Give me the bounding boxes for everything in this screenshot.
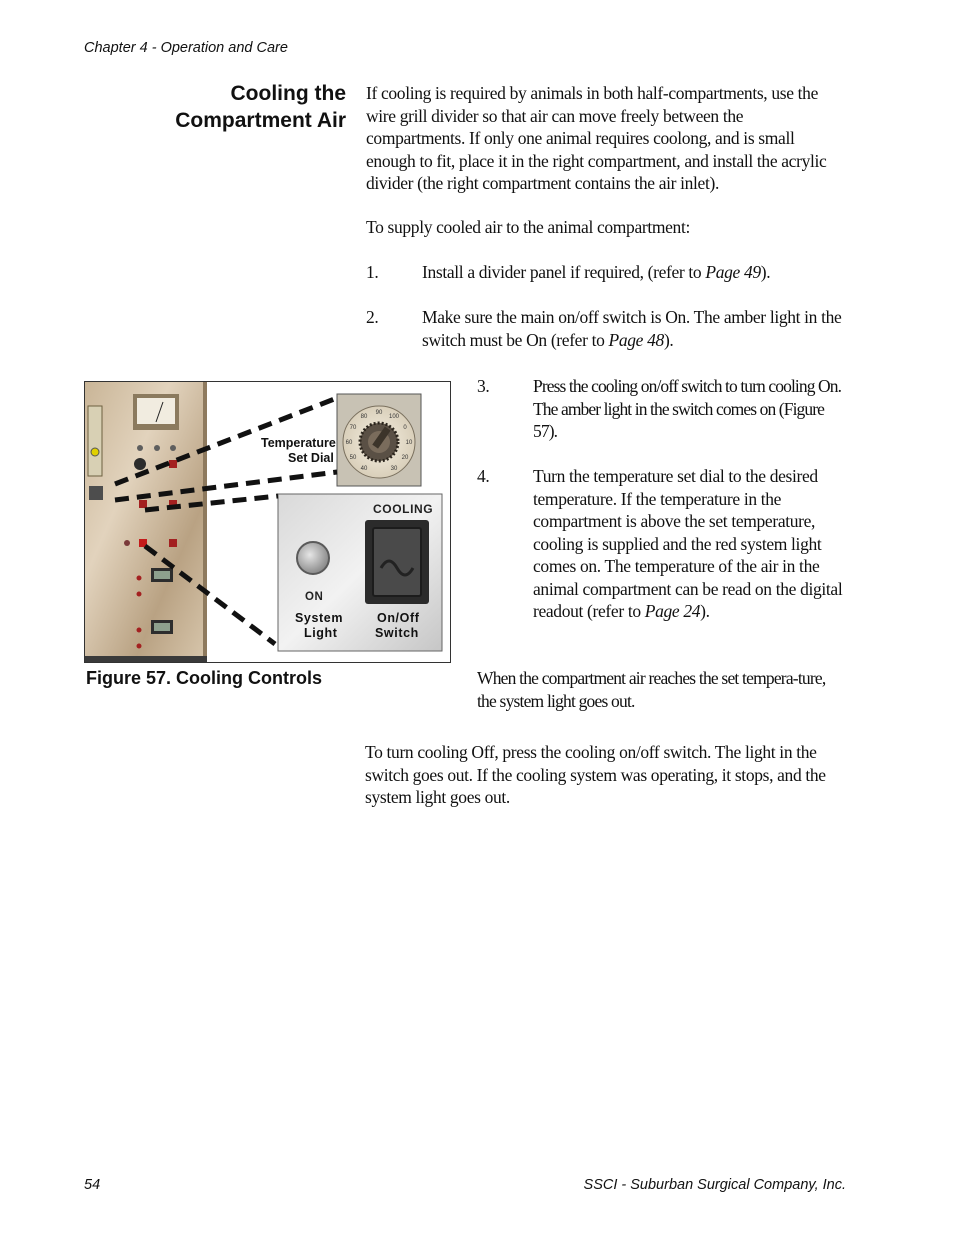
step-text-end: ). [760,262,771,282]
page-reference-link[interactable]: Page 48 [608,329,664,350]
step-number: 2. [366,307,379,327]
step-text [533,465,843,623]
control-panel-photo [85,382,207,662]
dial-number: 10 [405,440,413,446]
dial-number: 0 [403,425,407,431]
switch-label-line2: Switch [375,626,419,640]
step-number: 4. [477,466,490,486]
page-reference-link[interactable]: Page 24 [644,601,701,621]
dial-number: 40 [360,466,368,472]
step-text [422,261,842,284]
cooling-switch-inset [278,494,442,651]
step-text [422,306,842,351]
dial-number: 80 [360,414,368,420]
step-text: Press the cooling on/off switch to turn cooling On. The amber light in the switch comes on (Figure 57). [533,376,842,441]
dial-number: 30 [390,466,398,472]
intro-paragraph: If cooling is required by animals in both half-compartments, use the wire grill divider so that air can move freely between the compartments. If only one animal requires coolong, and is small enough to fit, place it in the right compartment, and install the acrylic divider (the right compartment contains the air inlet). [366,83,827,193]
figure-caption: Figure 57. Cooling Controls [86,668,323,688]
temperature-dial-label-line2: Set Dial [288,451,334,465]
page-reference-link[interactable]: Page 49 [705,262,761,282]
cooling-controls-illustration [85,382,450,662]
system-light-label-line1: System [295,611,344,625]
section-title-line2: Compartment Air [175,109,346,132]
step-text-main: Install a divider panel if required, (refer to [422,262,706,282]
dial-number: 60 [345,440,353,446]
step-text-end: ). [700,601,710,621]
on-marking: ON [305,591,324,603]
footer-company: SSCI - Suburban Surgical Company, Inc. [583,1177,846,1193]
cooling-controls-figure [84,381,451,663]
procedure-lead-in: To supply cooled air to the animal compartment: [366,217,690,237]
step-number: 3. [477,376,490,396]
step-text-main: Turn the temperature set dial to the desired temperature. If the temperature in the compartment is above the set temperature, cooling is supplied and the red system light comes on. The temperature of the air in the animal compartment can be read on the digital readout (refer to [533,466,843,621]
dial-number: 50 [349,455,357,461]
section-title [150,80,346,134]
turn-off-paragraph: To turn cooling Off, press the cooling on/off switch. The light in the switch goes out. If the cooling system was operating, it stops, and the system light goes out. [365,742,826,807]
cooling-marking: COOLING [373,502,434,516]
section-title-line1: Cooling the [230,82,346,105]
step-text-main: Make sure the main on/off switch is On. The amber light in the switch must be On (refer to [422,307,842,350]
page-number: 54 [84,1177,101,1193]
step-number: 1. [366,262,379,282]
result-paragraph: When the compartment air reaches the set tempera-ture, the system light goes out. [477,668,826,711]
system-light-label-line2: Light [304,626,338,640]
temperature-dial-label-line1: Temperature [261,436,336,450]
running-head: Chapter 4 - Operation and Care [84,40,288,56]
dial-number: 90 [375,410,383,416]
step-text-end: ). [663,329,674,350]
dial-number: 20 [401,455,409,461]
switch-label-line1: On/Off [377,611,420,625]
dial-number: 70 [349,425,357,431]
dial-number: 100 [388,414,400,420]
system-light-icon [297,542,329,574]
